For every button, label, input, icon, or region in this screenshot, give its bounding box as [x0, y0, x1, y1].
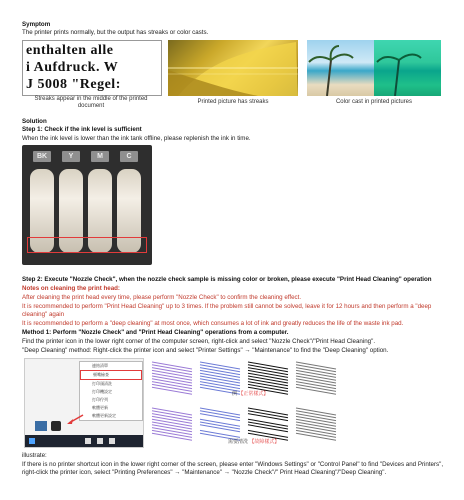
illustrate-text: If there is no printer shortcut icon in the lower right corner of the screen, please enter "Windows Settings" or "Control Panel" to find "Devices and Printers", right-click the printer icon, select "Printing Preferences" → "Maintenance" → "Nozzle Check"/" Print Head Cleaning"/"Deep Cleaning". — [22, 461, 444, 476]
menu-item-nozzle-check[interactable]: 頓嘴檢查 — [80, 370, 142, 380]
tray-icon[interactable] — [97, 438, 103, 444]
ink-label-c: C — [120, 151, 138, 162]
pattern-block — [296, 362, 336, 394]
menu-item[interactable]: 打印機設定 — [92, 389, 112, 394]
bad-pattern-label: 需要清洗 【故障樣式】 — [228, 439, 280, 445]
sample-line: enthalten alle — [26, 43, 114, 58]
note-2: It is recommended to perform "Print Head Cleaning" up to 3 times. If the problem still cannot be solved, leave it for 12 hours and then perform a "deep cleaning" again — [22, 303, 432, 318]
ink-label-y: Y — [62, 151, 80, 162]
app-tray-icon[interactable] — [51, 421, 61, 431]
notes-title: Notes on cleaning the print head: — [22, 285, 120, 292]
menu-item[interactable]: 軟體更新 — [92, 405, 108, 410]
method1-title: Method 1: Perform "Nozzle Check" and "Print Head Cleaning" operations from a computer. — [22, 329, 289, 336]
sample-line: i Aufdruck. W — [26, 60, 119, 75]
printer-tray-icon[interactable] — [35, 421, 47, 431]
pattern-block — [296, 408, 336, 440]
low-ink-highlight-box — [27, 237, 147, 253]
caption-streaks-photo: Printed picture has streaks — [197, 99, 269, 105]
menu-item-head-cleaning[interactable]: 打印頭清洗 — [92, 381, 112, 386]
good-pattern-label: 例 【正常樣式】 — [232, 391, 269, 397]
symptom-description: The printer prints normally, but the output has streaks or color casts. — [22, 29, 209, 36]
method1-text: Find the printer icon in the lower right corner of the computer screen, right-click and select "Nozzle Check"/"Print Head Cleaning". — [22, 338, 376, 345]
pattern-block — [200, 408, 240, 440]
illustrate-label: illustrate: — [22, 452, 47, 459]
pointer-arrow-icon — [65, 413, 85, 427]
caption-streaks-text: Streaks appear in the middle of the printed document — [34, 96, 148, 109]
step1-text: When the ink level is lower than the ink tank offline, please replenish the ink in time. — [22, 135, 251, 142]
streaked-photo-sample — [168, 40, 298, 96]
menu-item[interactable]: 連絡清單 — [92, 363, 108, 368]
pattern-block — [248, 408, 288, 440]
nozzle-check-patterns — [148, 358, 344, 446]
sample-line: J 5008 "Regel: — [26, 77, 121, 92]
printer-context-menu — [79, 361, 143, 421]
deep-cleaning-text: "Deep Cleaning" method: Right-click the printer icon and select "Printer Settings" → "Maintenance" to find the "Deep Cleaning" option. — [22, 347, 389, 354]
menu-item[interactable]: 打印佇列 — [92, 397, 108, 402]
menu-item[interactable]: 軟體更新設定 — [92, 413, 116, 418]
palm-tree-illustration — [307, 40, 441, 96]
desktop-screenshot — [24, 358, 144, 448]
streaked-text-sample — [22, 40, 162, 96]
symptom-heading: Symptom — [22, 21, 51, 28]
ink-label-m: M — [91, 151, 109, 162]
ink-label-bk: BK — [33, 151, 51, 162]
petal-illustration — [168, 40, 298, 96]
solution-heading: Solution — [22, 118, 47, 125]
pattern-block — [152, 362, 192, 394]
windows-taskbar — [25, 435, 143, 447]
pattern-block — [152, 408, 192, 440]
color-cast-sample — [307, 40, 441, 96]
note-3: It is recommended to perform a "deep cleaning" at most once, which consumes a lot of ink and greatly reduces the life of the waste ink pad. — [22, 320, 404, 327]
tray-icon[interactable] — [109, 438, 115, 444]
tray-icon[interactable] — [85, 438, 91, 444]
step1-title: Step 1: Check if the ink level is sufficient — [22, 126, 142, 133]
caption-color-cast: Color cast in printed pictures — [335, 99, 413, 105]
note-1: After cleaning the print head every time, please perform "Nozzle Check" to confirm the cleaning effect. — [22, 294, 302, 301]
start-icon[interactable] — [29, 438, 35, 444]
step2-title: Step 2: Execute "Nozzle Check", when the nozzle check sample is missing color or broken, please execute "Print Head Cleaning" operation — [22, 276, 432, 283]
ink-tank-photo — [22, 145, 152, 265]
